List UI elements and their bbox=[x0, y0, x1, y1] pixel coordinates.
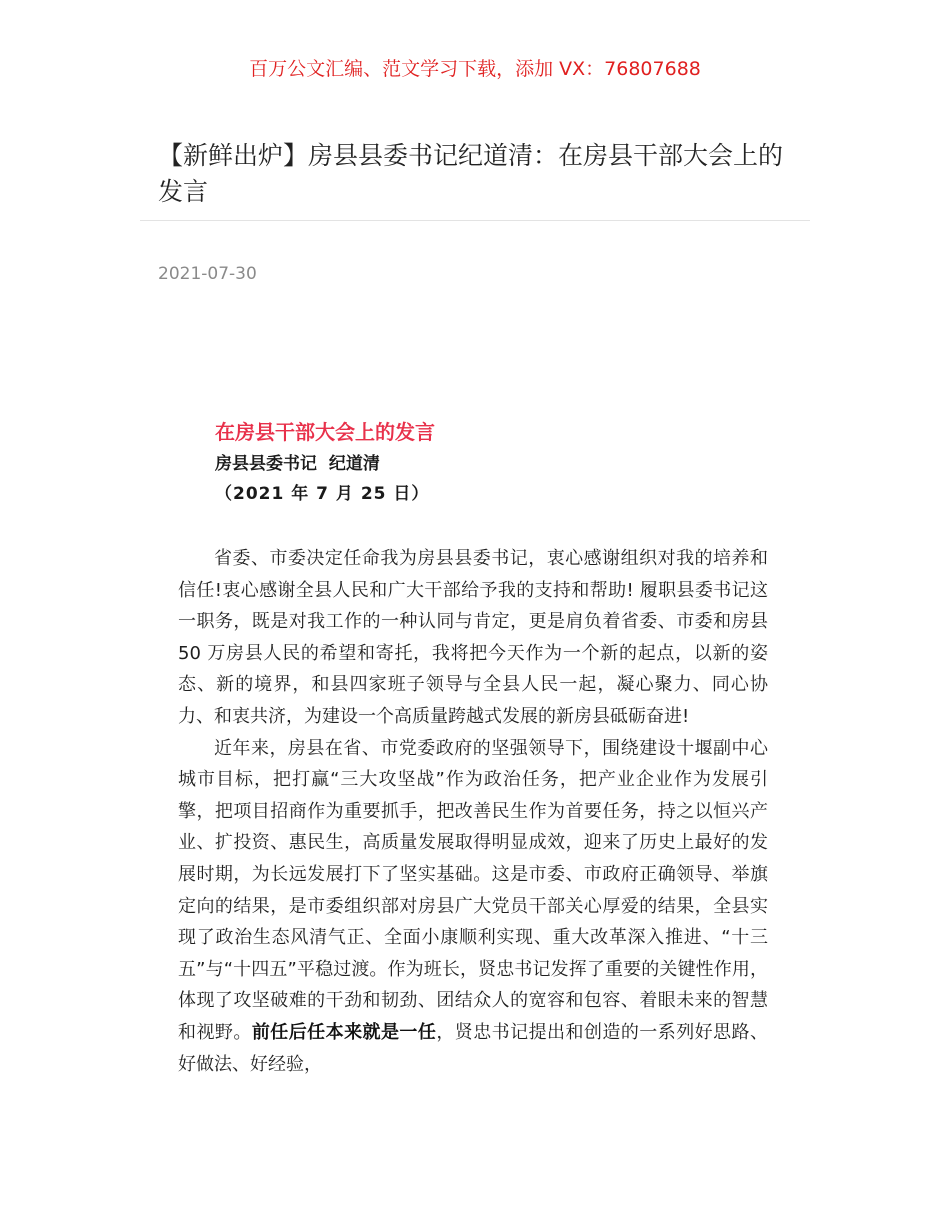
paragraph-2-continuation: ，贤忠书记提出和创造的一系列好思路、好做法、好经验， bbox=[178, 1021, 769, 1075]
body-paragraph-2 bbox=[178, 733, 768, 1081]
title-divider bbox=[140, 220, 810, 221]
download-banner: 百万公文汇编、范文学习下载，添加 VX：76807688 bbox=[249, 58, 701, 80]
paragraph-2-text: 近年来，房县在省、市党委政府的坚强领导下，围绕建设十堰副中心城市目标，把打赢“三大攻坚战”作为政治任务，把产业企业作为发展引擎，把项目招商作为重要抓手，把改善民生作为首要任务，持之以恒兴产业、扩投资、惠民生，高质量发展取得明显成效，迎来了历史上最好的发展时期，为长远发展打下了坚实基础。这是市委、市政府正确领导、举旗定向的结果，是市委组织部对房县广大党员干部关心厚爱的结果，全县实现了政治生态风清气正、全面小康顺利实现、重大改革深入推进、“十三五”与“十四五”平稳过渡。作为班长，贤忠书记发挥了重要的关键性作用，体现了攻坚破难的干劲和韧劲、团结众人的宽容和包容、着眼未来的智慧和视野。 bbox=[178, 737, 768, 1043]
publish-date: 2021-07-30 bbox=[158, 264, 257, 284]
paragraph-2-emphasis: 前任后任本来就是一任 bbox=[251, 1021, 437, 1043]
speaker-line: 房县县委书记 纪道清 bbox=[215, 454, 380, 474]
article-title: 【新鲜出炉】房县县委书记纪道清：在房县干部大会上的发言 bbox=[158, 141, 784, 206]
speech-heading: 在房县干部大会上的发言 bbox=[215, 420, 435, 444]
speech-date: （2021 年 7 月 25 日） bbox=[215, 484, 430, 504]
speech-body bbox=[178, 543, 768, 1080]
body-paragraph-1: 省委、市委决定任命我为房县县委书记，衷心感谢组织对我的培养和信任!衷心感谢全县人民和广大干部给予我的支持和帮助! 履职县委书记这一职务，既是对我工作的一种认同与肯定，更是肩负着省委、市委和房县 50 万房县人民的希望和寄托，我将把今天作为一个新的起点，以新的姿态、新的境界，和县四家班子领导与全县人民一起，凝心聚力、同心协力、和衷共济，为建设一个高质量跨越式发展的新房县砥砺奋进! bbox=[178, 548, 768, 727]
